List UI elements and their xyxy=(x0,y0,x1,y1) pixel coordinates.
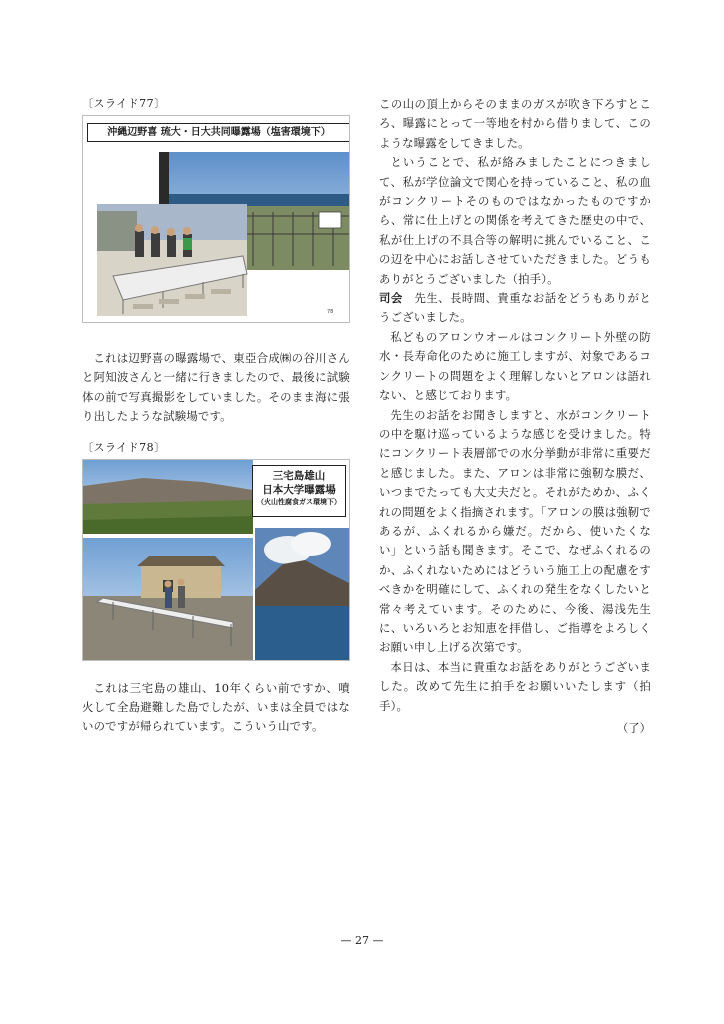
paragraph-4: 私どものアロンウオールはコンクリート外壁の防水・長寿命化のために施工しますが、対象であるコンクリートの問題をよく理解しないとアロンは語れない、と感じております。 xyxy=(379,329,651,403)
slide78-title-line3: （火山性腐食ガス環境下） xyxy=(257,497,341,506)
right-column xyxy=(379,95,651,736)
speaker-moderator: 司会 xyxy=(379,291,403,306)
slide78-image xyxy=(82,459,350,661)
slide77-image xyxy=(82,115,350,323)
page-number: — 27 — xyxy=(340,934,384,947)
slide77-banner: 沖縄辺野喜 琉大・日大共同曝露場（塩害環境下） xyxy=(87,123,350,142)
slide78-label: 〔スライド78〕 xyxy=(82,440,166,454)
slide78-title-line2: 日本大学曝露場 xyxy=(262,483,336,496)
slide77-photo-collage xyxy=(83,116,350,322)
paragraph-1: この山の頂上からそのままのガスが吹き下ろすところ、曝露にとって一等地を村から借りまして、このような曝露をしてきました。 xyxy=(379,97,651,150)
left-column xyxy=(82,95,350,737)
slide77-number: 78 xyxy=(327,309,334,315)
slide77-label: 〔スライド77〕 xyxy=(82,97,166,110)
paragraph-2: ということで、私が絡みましたことにつきまして、私が学位論文で関心を持っていること、私の血がコンクリートそのものではなかったものですから、常に仕上げとの関係を考えてきた歴史の中で、私が仕上げの不具合等の解明に挑んでいること、この辺を中心にお話しさせていただきました。どうもありがとうございました（拍手）。 xyxy=(379,155,651,286)
slide78-title-box xyxy=(252,465,346,517)
caption-77: これは辺野喜の曝露場で、東亞合成㈱の谷川さんと阿知波さんと一緒に行きましたので、最後に試験体の前で写真撮影をしていました。そのまま海に張り出したような試験場です。 xyxy=(82,351,350,424)
paragraph-5: 先生のお話をお聞きしますと、水がコンクリートの中を駆け巡っているような感じを受けました。特にコンクリート表層部での水分挙動が非常に重要だと感じました。また、アロンは非常に強靭な膜だ、いつまでたっても大丈夫だと。それがためか、ふくれの問題をよく指摘されます。「アロンの膜は強靭であるが、ふくれるから嫌だ。だから、使いたくない」という話も聞きます。そこで、なぜふくれるのか、ふくれないためにはどういう施工上の配慮をすべきかを明確にして、ふくれの発生をなくしたいと常々考えています。そのために、今後、湯浅先生に、いろいろとお知恵を拝借し、ご指導をよろしくお願い申し上げる次第です。 xyxy=(379,407,651,655)
end-mark: （了） xyxy=(616,721,651,735)
paragraph-3-text: 先生、長時間、貴重なお話をどうもありがとうございました。 xyxy=(379,291,651,325)
slide78-title-line1: 三宅島雄山 xyxy=(272,469,326,482)
paragraph-3 xyxy=(379,289,651,328)
caption-78: これは三宅島の雄山、10年くらい前ですか、噴火して全島避難した島でしたが、いまは全員ではないのですが帰られています。こういう山です。 xyxy=(82,680,350,734)
paragraph-6: 本日は、本当に貴重なお話をありがとうございました。改めて先生に拍手をお願いいたします（拍手）。 xyxy=(379,659,651,713)
